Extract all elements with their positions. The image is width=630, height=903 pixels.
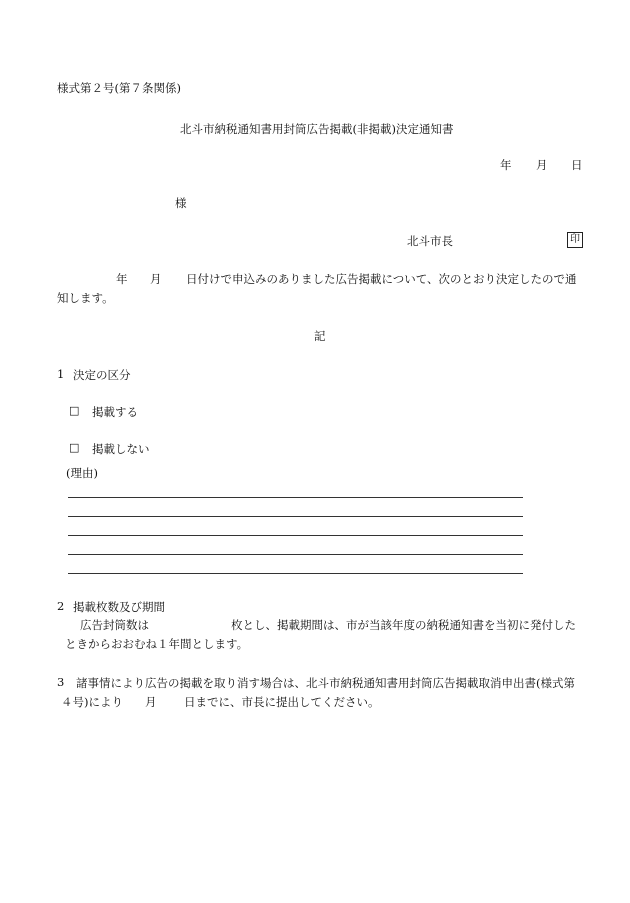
- date-year: 年: [500, 158, 512, 172]
- issuer-name: 北斗市長: [407, 234, 453, 248]
- section-2-line-1a: 広告封筒数は: [80, 618, 149, 632]
- reason-line-3[interactable]: [68, 535, 523, 536]
- form-number: 様式第２号(第７条関係): [57, 81, 181, 95]
- document-title: 北斗市納税通知書用封筒広告掲載(非掲載)決定通知書: [180, 122, 454, 136]
- section-3-line-1: 諸事情により広告の掲載を取り消す場合は、北斗市納税通知書用封筒広告掲載取消申出書(様式第: [76, 676, 575, 690]
- checkbox-not-publish[interactable]: □: [69, 441, 80, 454]
- section-2-line-2: ときからおおむね１年間とします。: [65, 637, 249, 651]
- date-day: 日: [571, 158, 583, 172]
- reason-line-2[interactable]: [68, 516, 523, 517]
- section-2-heading: 掲載枚数及び期間: [73, 600, 165, 614]
- seal-mark: 印: [567, 232, 583, 248]
- ki-heading: 記: [314, 329, 326, 343]
- intro-line-1: 日付けで申込みのありました広告掲載について、次のとおり決定したので通: [186, 272, 577, 286]
- addressee-suffix: 様: [175, 196, 187, 210]
- section-3-line-2a: ４号)により: [61, 695, 123, 709]
- option-publish-label: 掲載する: [92, 405, 138, 419]
- section-1-heading: 決定の区分: [73, 368, 131, 382]
- section-1-number: 1: [57, 367, 65, 381]
- reason-label: (理由): [66, 466, 98, 480]
- date-month: 月: [536, 158, 548, 172]
- intro-year: 年: [116, 272, 128, 286]
- section-3-number: 3: [57, 675, 65, 689]
- reason-line-1[interactable]: [68, 497, 523, 498]
- checkbox-publish[interactable]: □: [69, 404, 80, 417]
- intro-month: 月: [150, 272, 162, 286]
- reason-line-4[interactable]: [68, 554, 523, 555]
- section-3-line-2-month: 月: [145, 695, 157, 709]
- intro-line-2: 知します。: [57, 291, 114, 305]
- section-2-number: 2: [57, 599, 65, 613]
- option-not-publish-label: 掲載しない: [92, 442, 150, 456]
- section-2-line-1b: 枚とし、掲載期間は、市が当該年度の納税通知書を当初に発付した: [231, 618, 576, 632]
- reason-line-5[interactable]: [68, 573, 523, 574]
- section-3-line-2b: 日までに、市長に提出してください。: [184, 695, 380, 709]
